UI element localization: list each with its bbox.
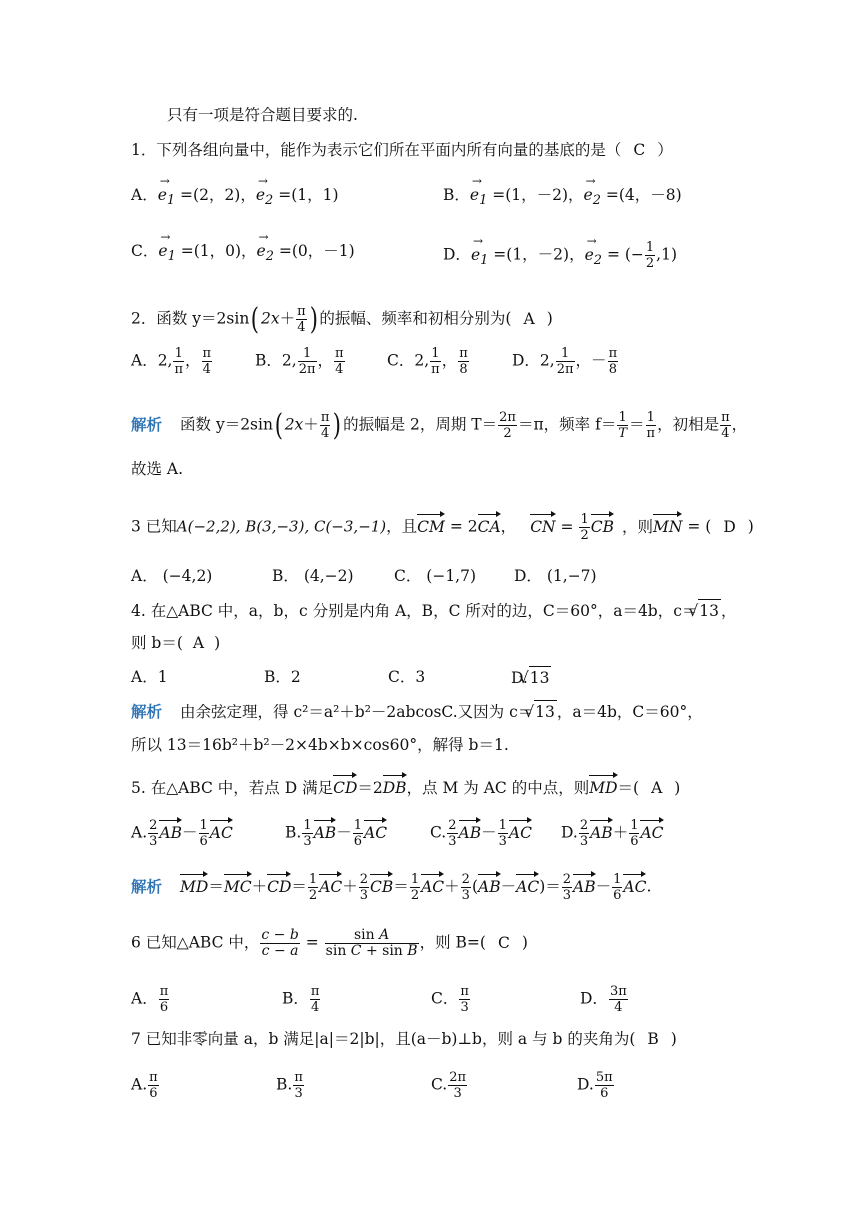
question-1-stem: 1．下列各组向量中，能作为表示它们所在平面内所有向量的基底的是（ C ）	[131, 141, 673, 159]
question-2-option-b: B．2, $\frac{1}{2\pi}$ ， $\frac{\pi}{4}$	[255, 346, 344, 377]
question-4-option-c: C．3	[388, 668, 426, 686]
question-6-option-c: C． $\frac{\pi}{3}$	[431, 984, 469, 1015]
question-5-option-d: D. $\frac{2}{3}$ AB＋ $\frac{1}{6}$ AC	[561, 818, 664, 849]
question-3-option-c: C． (−1,7)	[394, 567, 477, 585]
question-7-option-b: B. $\frac{\pi}{3}$	[276, 1070, 303, 1101]
solution-1-line-1: 解析 函数 y＝2sin( 2x＋ $\frac{\pi}{4}$ ) 的振幅是 2，周期 T＝ $\frac{2\pi}{2}$ ＝π，频率 f＝ $\frac{1}{T}$ ＝ $\frac{1}{\pi}$ ，初相是 $\frac{\pi}{4}$ ，	[131, 407, 748, 443]
question-1-option-c: C．→ $e_1 =(1$，0)，→ $e_2 =(0$，－1)	[131, 240, 355, 268]
question-4-line-2: 则 b＝( A )	[131, 634, 221, 652]
question-2-option-a: A．2, $\frac{1}{\pi}$ ， $\frac{\pi}{4}$	[131, 346, 212, 377]
question-4-option-b: B．2	[264, 668, 301, 686]
question-2-stem: 2．函数 y＝2sin( 2x＋ $\frac{\pi}{4}$ ) 的振幅、频率和初相分别为( A )	[131, 301, 553, 337]
question-4-line-1: 4. 在△ABC 中，a，b，c 分别是内角 A，B，C 所对的边，C＝60°，a＝4b，c＝√ 13 ，	[131, 599, 737, 622]
question-3-option-b: B． (4,−2)	[272, 567, 354, 585]
question-7-stem: 7 已知非零向量 a，b 满足|a|＝2|b|，且(a－b)⊥b，则 a 与 b 的夹角为( B )	[131, 1030, 677, 1048]
question-7-option-d: D. $\frac{5\pi}{6}$	[577, 1070, 613, 1101]
question-3-stem: 3 已知A(−2,2), B(3,−3), C(−3,−1)，且CM = 2CA， CN = $\frac{1}{2}$ CB ，则MN = ( D )	[131, 512, 754, 543]
question-2-option-d: D．2, $\frac{1}{2\pi}$ ，－ $\frac{\pi}{8}$	[512, 346, 618, 377]
question-3-option-a: A． (−4,2)	[131, 567, 213, 585]
question-1-option-d: D．→ $e_1 =(1$，－2)，→ $e_2$ = (− $\frac{1}{2}$ ,1)	[443, 240, 677, 272]
question-1-option-a: A．→ $e_1 =(2$，2)，→ $e_2 =(1$，1)	[131, 184, 339, 212]
solution-1-line-2: 故选 A.	[131, 460, 184, 478]
question-4-option-d: D.√ 13	[511, 666, 551, 689]
question-6-option-b: B． $\frac{\pi}{4}$	[282, 984, 320, 1015]
solution-2-line-1: 解析 由余弦定理，得 c²＝a²＋b²－2abcosC.又因为 c＝√ 13 ，a＝4b，C＝60°，	[131, 700, 703, 723]
question-5-option-a: A. $\frac{2}{3}$ AB－ $\frac{1}{6}$ AC	[131, 818, 233, 849]
question-5-option-c: C. $\frac{2}{3}$ AB－ $\frac{1}{3}$ AC	[430, 818, 532, 849]
section-intro: 只有一项是符合题目要求的.	[167, 106, 358, 124]
question-7-option-c: C. $\frac{2\pi}{3}$	[431, 1070, 467, 1101]
question-5-stem: 5. 在△ABC 中，若点 D 满足CD＝2DB，点 M 为 AC 的中点，则MD＝( A )	[131, 779, 681, 797]
question-6-stem: 6 已知△ABC 中， $\frac{c - b}{c - a}$ = $\frac{\text{sin A}}{\text{sin C + sin B}}$ ，则 B=( C )	[131, 927, 528, 959]
question-2-option-c: C．2, $\frac{1}{\pi}$ ， $\frac{\pi}{8}$	[387, 346, 468, 377]
question-6-option-a: A． $\frac{\pi}{6}$	[131, 984, 169, 1015]
question-1-option-b: B．→ $e_1 =(1$，－2)，→ $e_2 =(4$，－8)	[443, 184, 682, 212]
question-6-option-d: D． $\frac{3\pi}{4}$	[580, 984, 627, 1015]
question-3-option-d: D． (1,−7)	[514, 567, 597, 585]
solution-3-line-1: 解析 MD＝MC＋CD＝ $\frac{1}{2}$ AC＋ $\frac{2}{3}$ CB＝ $\frac{1}{2}$ AC＋ $\frac{2}{3}$ (AB－AC)＝ $\frac{2}{3}$ AB－ $\frac{1}{6}$ AC.	[131, 872, 652, 903]
solution-2-line-2: 所以 13＝16b²＋b²－2×4b×b×cos60°，解得 b＝1.	[131, 736, 509, 754]
question-7-option-a: A. $\frac{\pi}{6}$	[131, 1070, 158, 1101]
question-5-option-b: B. $\frac{1}{3}$ AB－ $\frac{1}{6}$ AC	[285, 818, 388, 849]
question-4-option-a: A．1	[131, 668, 168, 686]
answer: C	[633, 141, 646, 159]
